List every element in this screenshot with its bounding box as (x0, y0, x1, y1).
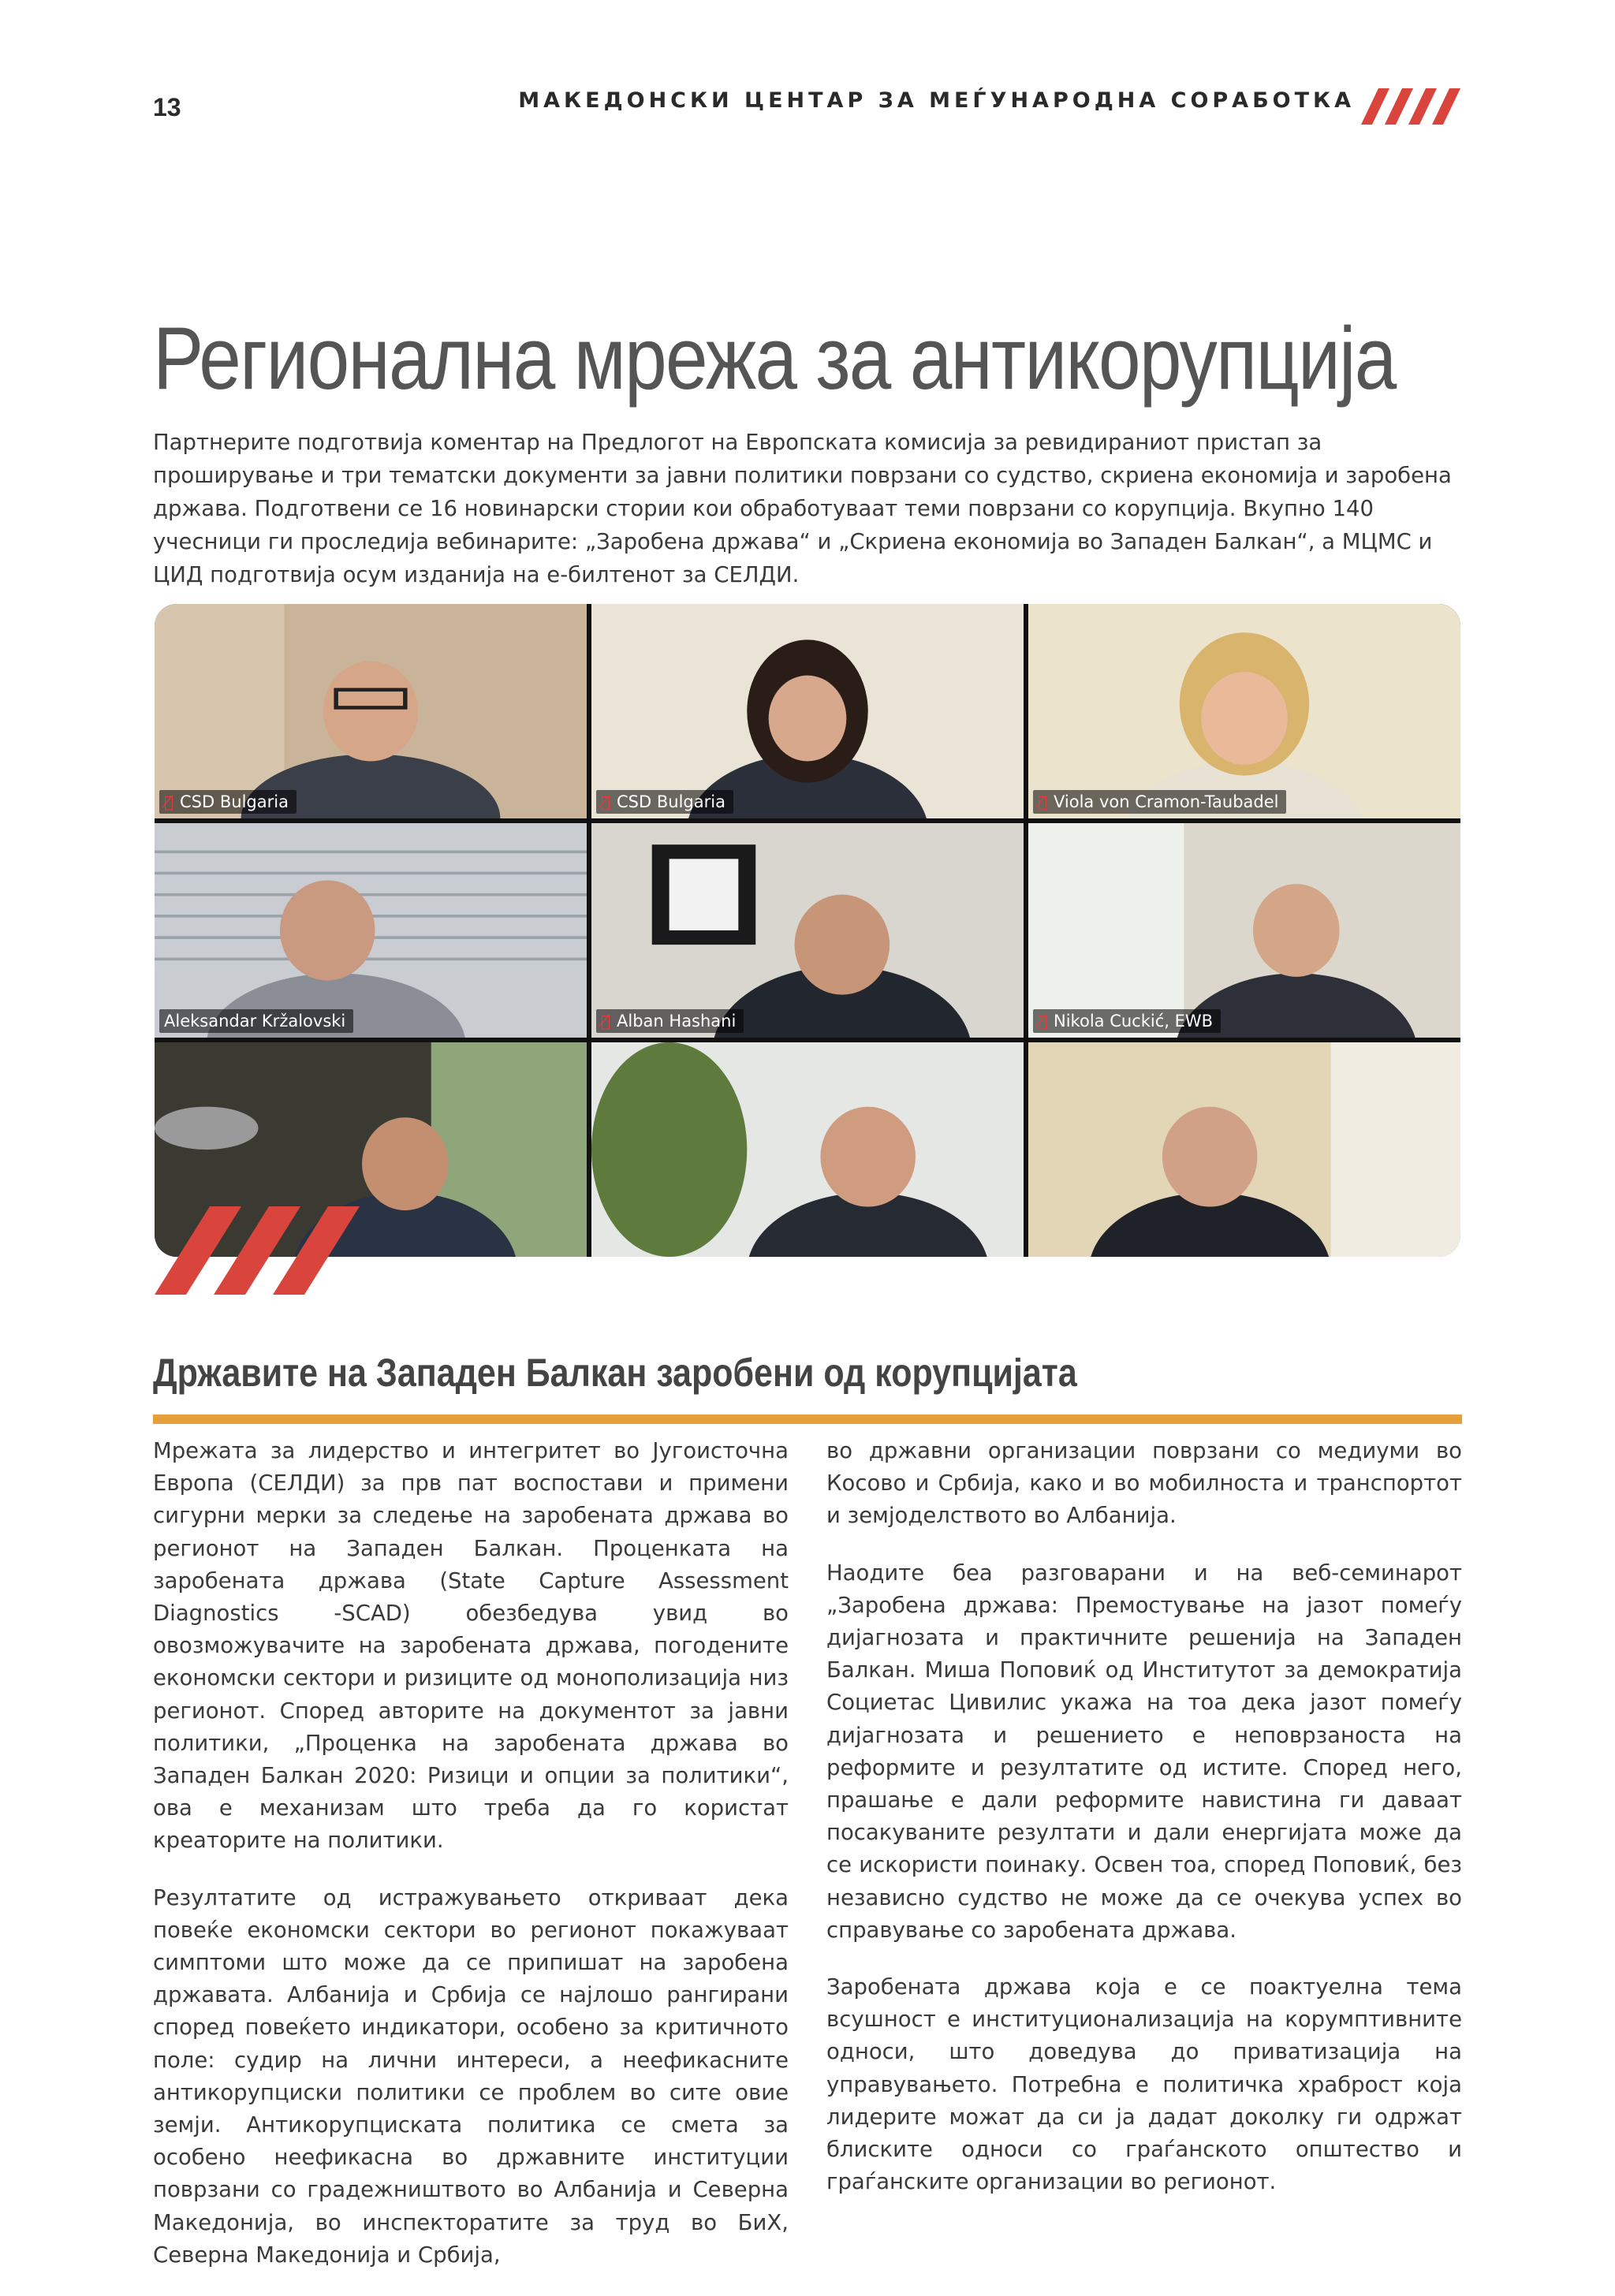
video-tile (591, 823, 1024, 1038)
participant-label: 🎙̸ Nikola Cuckić, EWB (1033, 1009, 1221, 1033)
video-tile (591, 604, 1024, 818)
intro-paragraph: Партнерите подготвија коментар на Предлогот на Европската комисија за ревидираниот пристап за проширување и три тематски документи за јавни политики поврзани со судство, скриена економија и заробена држава. Подготвени се 16 новинарски стории кои обработуваат теми поврзани со корупција. Вкупно 140 учесници ги проследија вебинарите: „Заробена држава“ и „Скриена економија во Западен Балкан“, а МЦМС и ЦИД подготвија осум изданија на е-билтенот за СЕЛДИ. (153, 430, 1452, 587)
video-call-screenshot (155, 604, 1460, 1257)
article-paragraph: Резултатите од истражувањето откриваат дека повеќе економски сектори во регионот покажуваат симптоми што може да се припишат на заробена државата. Албанија и Србија се најлошо рангирани според повеќето индикатори, особено за критичното поле: судир на лични интереси, а неефикасните антикорупциски политики се проблем во сите овие земји. Антикорупциската политика се смета за особено неефикасна во државните институции поврзани со градежништвото во Албанија и Северна Македонија, во инспекторатите за труд во БиХ, Северна Македонија и Србија, (153, 1884, 789, 2268)
section-title: Државите на Западен Балкан заробени од корупцијата (153, 1351, 1077, 1395)
article-paragraph: Мрежата за лидерство и интегритет во Југоисточна Европа (СЕЛДИ) за прв пат воспостави и примени сигурни мерки за следење на заробената држава во регионот на Западен Балкан. Проценката на заробената држава (State Capture Assessment Diagnostics -SCAD) обезбедува увид во овозможувачите на заробената држава, погодените економски сектори и ризиците од монополизација низ регионот. Според авторите на документот за јавни политики, „Проценка на заробената држава во Западен Балкан 2020: Ризици и опции за политики“, ова е механизам што треба да го користат креаторите на политики. (153, 1438, 789, 1854)
mic-muted-icon: 🎙̸ (1038, 1012, 1048, 1031)
page-number: 13 (153, 93, 181, 121)
article-paragraph: Наодите беа разговарани и на веб-семинарот „Заробена држава: Премостување на јазот помеѓу дијагнозата и практичните решенија на Западен Балкан. Миша Поповиќ од Институтот за демократија Социетас Цивилис укажа на тоа дека јазот помеѓу дијагнозата и решението е неповрзаноста на реформите и резултатите од истите. Според него, прашање е дали реформите навистина ги даваат посакуваните резултати и дали енергијата може да се искористи поинаку. Освен тоа, според Поповиќ, без независно судство не може да се очекува успех во справување со заробената држава. (826, 1560, 1462, 1943)
mic-muted-icon: 🎙̸ (1038, 792, 1048, 811)
video-tile (1028, 823, 1460, 1038)
participant-label: 🎙̸ CSD Bulgaria (159, 790, 297, 814)
header-stripes-decoration (1361, 88, 1462, 125)
video-tile (1028, 604, 1460, 818)
article-paragraph: во државни организации поврзани со медиуми во Косово и Србија, како и во мобилноста и транспортот и земјоделството во Албанија. (826, 1438, 1462, 1529)
mic-muted-icon: 🎙̸ (601, 792, 611, 811)
article-column-right (826, 1435, 1462, 2223)
header-organization: МАКЕДОНСКИ ЦЕНТАР ЗА МЕЃУНАРОДНА СОРАБОТКА (518, 88, 1355, 113)
participant-label: 🎙̸ CSD Bulgaria (596, 790, 733, 814)
participant-label: 🎙̸ Alban Hashani (596, 1009, 744, 1033)
participant-label: Aleksandar Kržalovski (159, 1009, 353, 1033)
main-title: Регионална мрежа за антикорупција (153, 309, 1396, 408)
mic-muted-icon: 🎙̸ (164, 792, 174, 811)
image-stripes-decoration (155, 1206, 360, 1295)
video-tile (591, 1042, 1024, 1257)
article-paragraph: Заробената држава која е се поактуелна тема всушност е институционализација на корумптивните односи, што доведува до приватизација на управувањето. Потребна е политичка храброст која лидерите можат да си ја дадат доколку ги одржат блиските односи со граѓанското општество и граѓанските организации во регионот. (826, 1974, 1462, 2195)
mic-muted-icon: 🎙̸ (601, 1012, 611, 1031)
video-tile-active-speaker (155, 823, 587, 1038)
video-tile (1028, 1042, 1460, 1257)
video-tile (155, 604, 587, 818)
section-divider (153, 1414, 1462, 1424)
participant-label: 🎙̸ Viola von Cramon-Taubadel (1033, 790, 1286, 814)
article-column-left (153, 1435, 789, 2296)
